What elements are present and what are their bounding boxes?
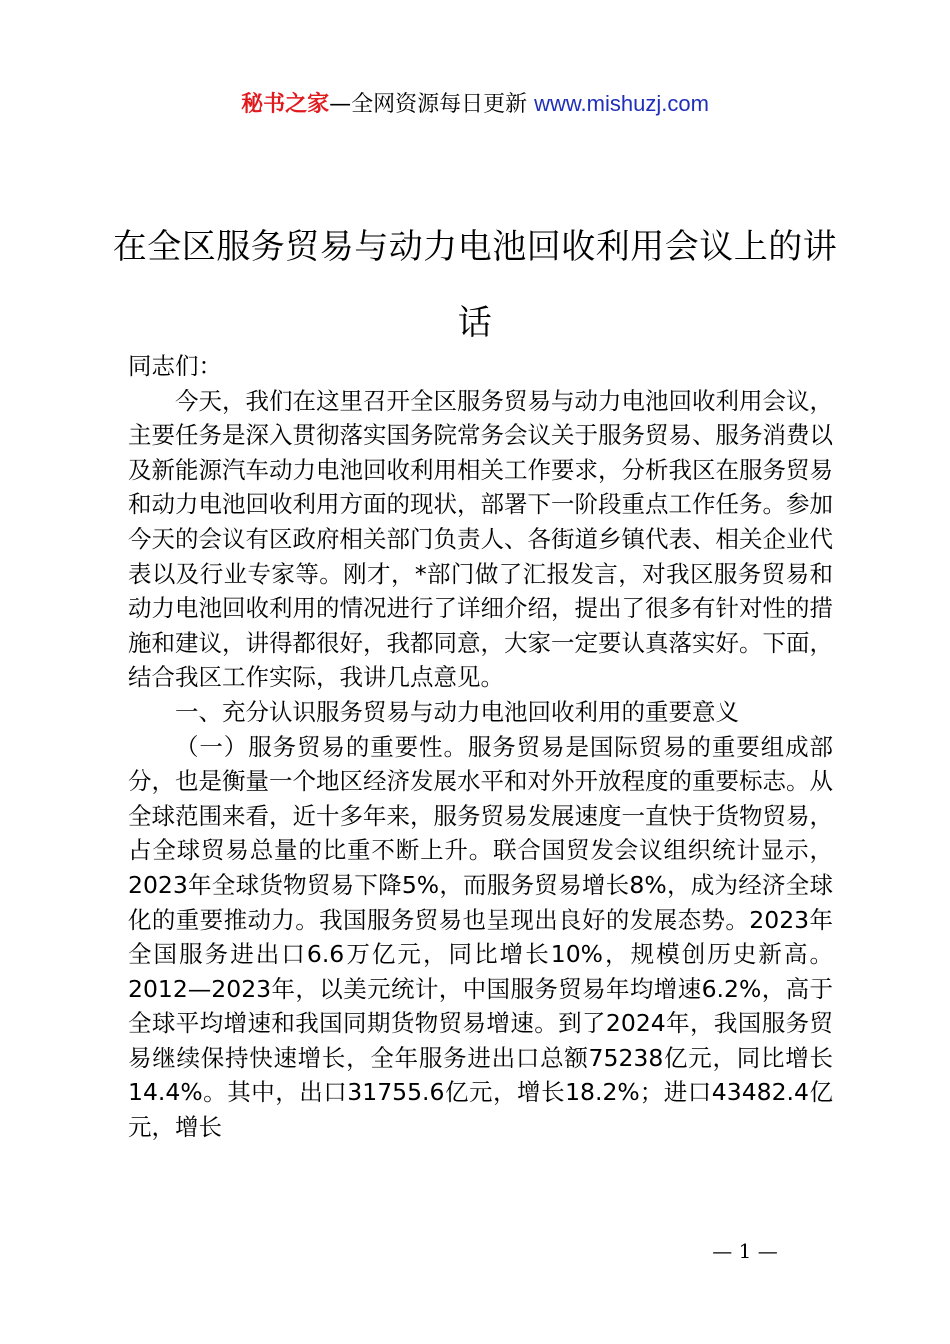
site-header [0,88,950,121]
site-url-link[interactable]: www.mishuzj.com [534,91,709,116]
section-heading-1: 一、充分认识服务贸易与动力电池回收利用的重要意义 [175,697,739,726]
header-slogan: —全网资源每日更新 [329,92,535,117]
brand-name: 秘书之家 [241,92,330,117]
page-number: — 1 — [712,1239,778,1263]
document-body [128,349,833,1145]
paragraph-service-trade: （一）服务贸易的重要性。服务贸易是国际贸易的重要组成部分，也是衡量一个地区经济发展水平和对外开放程度的重要标志。从全球范围来看，近十多年来，服务贸易发展速度一直快于货物贸易，占全球贸易总量的比重不断上升。联合国贸发会议组织统计显示，2023年全球货物贸易下降5%，而服务贸易增长8%，成为经济全球化的重要推动力。我国服务贸易也呈现出良好的发展态势。2023年全国服务进出口6.6万亿元，同比增长10%，规模创历史新高。2012—2023年，以美元统计，中国服务贸易年均增速6.2%，高于全球平均增速和我国同期货物贸易增速。到了2024年，我国服务贸易继续保持快速增长，全年服务进出口总额75238亿元，同比增长14.4%。其中，出口31755.6亿元，增长18.2%；进口43482.4亿元，增长 [128,732,833,1142]
document-title: 在全区服务贸易与动力电池回收利用会议上的讲话 [112,226,838,343]
salutation: 同志们： [128,352,222,380]
paragraph-intro: 今天，我们在这里召开全区服务贸易与动力电池回收利用会议，主要任务是深入贯彻落实国务院常务会议关于服务贸易、服务消费以及新能源汽车动力电池回收利用相关工作要求，分析我区在服务贸易和动力电池回收利用方面的现状，部署下一阶段重点工作任务。参加今天的会议有区政府相关部门负责人、各街道乡镇代表、相关企业代表以及行业专家等。刚才，*部门做了汇报发言，对我区服务贸易和动力电池回收利用的情况进行了详细介绍，提出了很多有针对性的措施和建议，讲得都很好，我都同意，大家一定要认真落实好。下面，结合我区工作实际，我讲几点意见。 [128,386,833,692]
